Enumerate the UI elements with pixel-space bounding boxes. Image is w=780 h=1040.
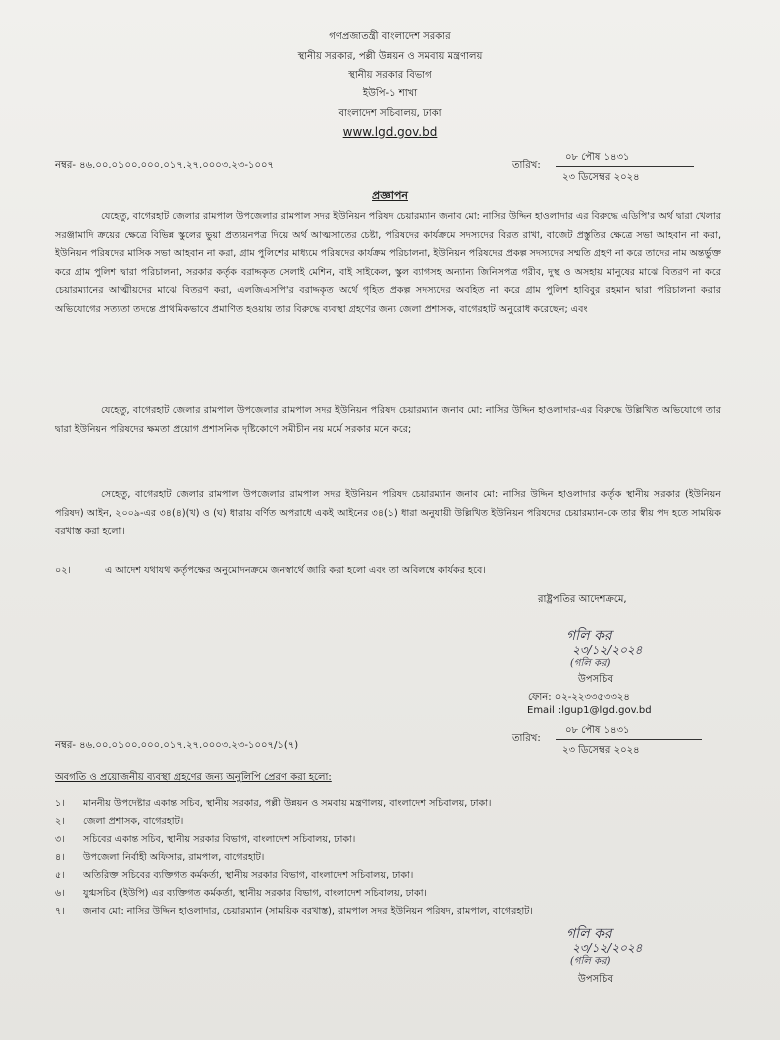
memo-date-gregorian: ২৩ ডিসেম্বর ২০২৪ xyxy=(562,172,640,183)
distribution-heading: অবগতি ও প্রয়োজনীয় ব্যবস্থা গ্রহণের জন্য অনুলিপি প্রেরণ করা হলো: xyxy=(55,772,332,783)
copy-date-gregorian: ২৩ ডিসেম্বর ২০২৪ xyxy=(562,745,640,756)
paragraph-4-text: এ আদেশ যথাযথ কর্তৃপক্ষের অনুমোদনক্রমে জনস্বার্থে জারি করা হলো এবং তা অবিলম্বে কার্যকর হবে। xyxy=(105,565,486,576)
contact-phone: ফোন: ০২-২২৩৩৫৩৩২৪ xyxy=(528,692,630,703)
signatory-2-designation: উপসচিব xyxy=(578,974,614,985)
distribution-list xyxy=(55,795,533,921)
list-item-text: উপজেলা নির্বাহী অফিসার, রামপাল, বাগেরহাট। xyxy=(83,852,265,863)
list-item-number: ২। xyxy=(55,816,65,827)
body-paragraph-3: সেহেতু, বাগেরহাট জেলার রামপাল উপজেলার রামপাল সদর ইউনিয়ন পরিষদ চেয়ারম্যান জনাব মো: নাসির উদ্দিন হাওলাদার কর্তৃক স্থানীয় সরকার (ইউনিয়ন পরিষদ) আইন, ২০০৯-এর ৩৪(৪)(খ) ও (ঘ) ধারায় বর্ণিত অপরাধে একই আইনের ৩৪(১) ধারা অনুযায়ী উল্লিখিত ইউনিয়ন পরিষদের চেয়ারম্যান-কে তার স্বীয় পদ হতে সাময়িক বরখাস্ত করা হলো। xyxy=(55,489,721,538)
signature-2-handwriting: গলি কর xyxy=(566,926,612,942)
memo-date-bangla: ০৮ পৌষ ১৪৩১ xyxy=(565,152,630,163)
list-item xyxy=(55,849,533,867)
header-branch: ইউপি-১ শাখা xyxy=(362,88,418,99)
signature-2-date: ২৩/১২/২০২৪ xyxy=(572,941,643,955)
list-item-text: জনাব মো: নাসির উদ্দিন হাওলাদার, চেয়ারম্যান (সাময়িক বরখাস্ত), রামপাল সদর ইউনিয়ন পরিষদ, রামপাল, বাগেরহাট। xyxy=(83,906,533,917)
list-item-number: ৩। xyxy=(55,834,65,845)
list-item-text: মাননীয় উপদেষ্টার একান্ত সচিব, স্থানীয় সরকার, পল্লী উন্নয়ন ও সমবায় মন্ত্রণালয়, বাংলাদেশ সচিবালয়, ঢাকা। xyxy=(83,798,492,809)
list-item-number: ১। xyxy=(55,798,65,809)
paragraph-number: ০২। xyxy=(55,565,71,576)
header-government: গণপ্রজাতন্ত্রী বাংলাদেশ সরকার xyxy=(329,31,451,42)
body-paragraph-4 xyxy=(55,562,721,581)
list-item xyxy=(55,795,533,813)
copy-date-label: তারিখ: xyxy=(512,733,541,744)
list-item-number: ৭। xyxy=(55,906,65,917)
signature-name: (গলি কর) xyxy=(570,658,611,669)
signature-date: ২৩/১২/২০২৪ xyxy=(572,643,643,657)
copy-date-bangla: ০৮ পৌষ ১৪৩১ xyxy=(565,725,630,736)
header-division: স্থানীয় সরকার বিভাগ xyxy=(348,70,432,81)
signature-handwriting: গলি কর xyxy=(566,628,612,644)
list-item-number: ৫। xyxy=(55,870,65,881)
list-item-text: অতিরিক্ত সচিবের ব্যক্তিগত কর্মকর্তা, স্থানীয় সরকার বিভাগ, বাংলাদেশ সচিবালয়, ঢাকা। xyxy=(83,870,414,881)
list-item-number: ৬। xyxy=(55,888,65,899)
list-item-number: ৪। xyxy=(55,852,65,863)
header-website-link[interactable]: www.lgd.gov.bd xyxy=(342,125,438,139)
header-address: বাংলাদেশ সচিবালয়, ঢাকা xyxy=(338,108,442,119)
by-order-text: রাষ্ট্রপতির আদেশক্রমে, xyxy=(538,594,627,605)
date-divider xyxy=(556,166,694,167)
copy-date-divider xyxy=(556,739,702,740)
list-item-text: যুগ্মসচিব (ইউপি) এর ব্যক্তিগত কর্মকর্তা, স্থানীয় সরকার বিভাগ, বাংলাদেশ সচিবালয়, ঢাকা। xyxy=(83,888,427,899)
signature-2-name: (গলি কর) xyxy=(570,956,611,967)
list-item xyxy=(55,885,533,903)
list-item xyxy=(55,831,533,849)
list-item xyxy=(55,813,533,831)
body-paragraph-2: যেহেতু, বাগেরহাট জেলার রামপাল উপজেলার রামপাল সদর ইউনিয়ন পরিষদ চেয়ারম্যান জনাব মো: নাসির উদ্দিন হাওলাদার-এর বিরুদ্ধে উল্লিখিত অভিযোগে তার দ্বারা ইউনিয়ন পরিষদের ক্ষমতা প্রয়োগ প্রশাসনিক দৃষ্টিকোণে সমীচীন নয় মর্মে সরকার মনে করে; xyxy=(55,405,721,435)
signatory-designation: উপসচিব xyxy=(578,674,614,685)
list-item-text: জেলা প্রশাসক, বাগেরহাট। xyxy=(83,816,184,827)
list-item-text: সচিবের একান্ত সচিব, স্থানীয় সরকার বিভাগ, বাংলাদেশ সচিবালয়, ঢাকা। xyxy=(83,834,356,845)
notification-title: প্রজ্ঞাপন xyxy=(372,189,408,202)
copy-ref-number: নম্বর- ৪৬.০০.০১০০.০০০.০১৭.২৭.০০০৩.২৩-১০০৭/১(৭) xyxy=(55,740,299,751)
header-ministry: স্থানীয় সরকার, পল্লী উন্নয়ন ও সমবায় মন্ত্রণালয় xyxy=(297,51,483,62)
list-item xyxy=(55,903,533,921)
contact-email-link[interactable]: Email :lgup1@lgd.gov.bd xyxy=(527,705,652,716)
list-item xyxy=(55,867,533,885)
memo-ref-number: নম্বর- ৪৬.০০.০১০০.০০০.০১৭.২৭.০০০৩.২৩-১০০৭ xyxy=(55,160,275,171)
memo-date-label: তারিখ: xyxy=(512,160,541,171)
body-paragraph-1: যেহেতু, বাগেরহাট জেলার রামপাল উপজেলার রামপাল সদর ইউনিয়ন পরিষদ চেয়ারম্যান জনাব মো: নাসির উদ্দিন হাওলাদার এর বিরুদ্ধে এডিপি'র অর্থ দ্বারা খেলার সরঞ্জামাদি ক্রয়ের ক্ষেত্রে বিভিন্ন স্কুলের ভুয়া প্রত্যয়নপত্র দিয়ে অর্থ আত্মসাতের চেষ্টা, পরিষদের কার্যক্রমে সদস্যদের বিরত রাখা, বাজেট প্রস্তুতির ক্ষেত্রে সভা আহবান না করা, ইউনিয়ন পরিষদের মাসিক সভা আহবান না করা, গ্রাম পুলিশের মাধ্যমে পরিষদের কার্যক্রম পরিচালনা, ইউনিয়ন পরিষদের প্রকল্প সদস্যদের সম্মতি গ্রহণ না করে তাদের নাম অন্তর্ভুক্ত করে গ্রাম পুলিশ দ্বারা পরিচালনা, সরকার কর্তৃক বরাদ্দকৃত সেলাই মেশিন, বাই সাইকেল, স্কুল ব্যাগসহ অন্যান্য জিনিসপত্র গরীব, দুস্থ ও অসহায় মানুষের মাঝে বিতরণ না করে চেয়ারম্যানের আত্মীয়দের মাঝে বিতরণ করা, এলজিএসপি'র বরাদ্দকৃত অর্থে গৃহিত প্রকল্প সদস্যদের অবহিত না করে গ্রাম পুলিশ হাবিবুর রহমান দ্বারা পরিচালনা করার অভিযোগের সত্যতা তদন্তে প্রাথমিকভাবে প্রমাণিত হওয়ায় তার বিরুদ্ধে ব্যবস্থা গ্রহণের জন্য জেলা প্রশাসক, বাগেরহাট অনুরোধ করেছেন; এবং xyxy=(55,211,721,315)
